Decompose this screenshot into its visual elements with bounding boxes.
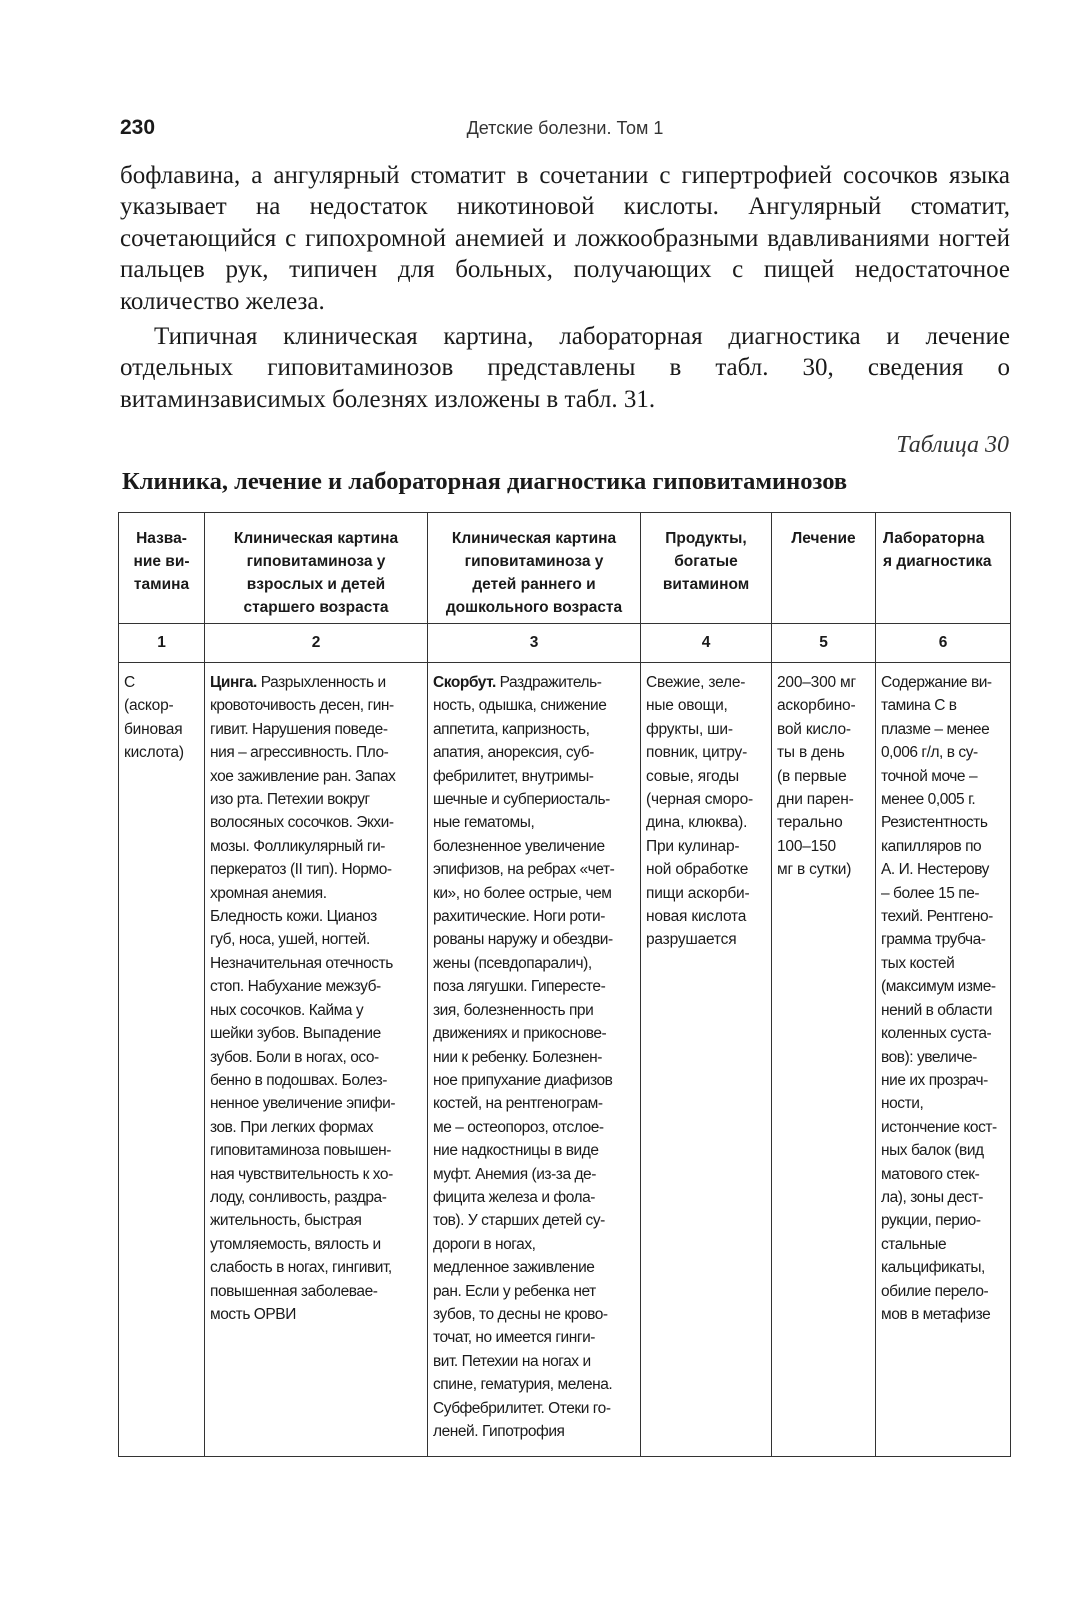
cell-line: повышенная заболевае- [210,1282,378,1300]
cell-line: ние их прозрач- [881,1071,988,1089]
cell-products [641,663,772,1457]
cell-line: кислота) [124,744,184,762]
cell-line: ла), зоны дест- [881,1188,983,1206]
cell-line: Бледность кожи. Цианоз [210,908,377,926]
cell-line: мозы. Фолликулярный ги- [210,837,385,855]
cell-line: Клиническая картина [451,530,617,547]
cell-line: 200–300 мг [777,674,856,691]
cell-line: ности, [881,1095,924,1113]
cell-line: капилляров по [881,837,982,855]
cell-line: поза лягушки. Гипересте- [433,978,606,996]
table-row [119,663,1011,1457]
table-header-row [119,513,1011,624]
cell-line: А. И. Нестерову [881,861,989,879]
cell-line: (черная сморо- [646,791,753,809]
cell-line: гивит. Нарушения поведе- [210,720,388,738]
col-header-adults [205,513,428,624]
cell-line: зубов, то десны не крово- [433,1305,608,1323]
cell-line: перкератоз (II тип). Нормо- [210,861,392,879]
cell-line: биновая [124,720,183,738]
cell-line: новая кислота [646,908,747,926]
col-header-children [428,513,641,624]
cell-line: эпифизов, на ребрах «чет- [433,861,615,879]
column-number: 2 [205,624,428,663]
cell-line: коленных суста- [881,1025,992,1043]
cell-line: витамином [662,576,750,593]
cell-line: кровоточивость десен, гин- [210,697,394,715]
cell-line: Субфебрилитет. Отеки го- [433,1399,611,1417]
cell-line: При кулинар- [646,837,740,855]
cell-line: Лабораторна [883,530,985,547]
cell-line: зубов. Боли в ногах, осо- [210,1048,379,1066]
cell-line: совые, ягоды [646,767,739,785]
cell-line: тов). У старших детей су- [433,1212,605,1230]
cell-line: рахитические. Ноги роти- [433,908,605,926]
cell-line: рукции, перио- [881,1212,981,1230]
cell-line: вой кисло- [777,720,851,738]
cell-line: плазме – менее [881,720,990,738]
cell-line: менее 0,005 г. [881,791,976,809]
cell-line: слабость в ногах, гингивит, [210,1259,392,1277]
cell-line: (в первые [777,767,847,785]
cell-line: грамма трубча- [881,931,986,949]
cell-line: гиповитаминоза у [464,553,604,570]
cell-line: стоп. Набухание межзуб- [210,978,381,996]
cell-lead-term: Скорбут. [433,674,496,691]
cell-line: разрушается [646,931,737,949]
cell-line: ме – остеопороз, отслое- [433,1118,604,1136]
column-number: 4 [641,624,772,663]
cell-line: техий. Рентгено- [881,908,993,926]
cell-line: болезненное увеличение [433,837,605,855]
paragraph-2: Типичная клиническая картина, лабораторная диагностика и лечение отдельных гиповитаминозов представлены в табл. 30, сведения о витаминзависимых болезнях изложены в табл. 31. [120,323,1010,413]
cell-line: дошкольного возраста [445,599,623,616]
cell-line: Назва- [136,530,187,547]
cell-line: тых костей [881,954,955,972]
table-caption: Таблица 30 [896,432,1009,458]
cell-line: волосяных сосочков. Экхи- [210,814,394,832]
cell-line: муфт. Анемия (из-за де- [433,1165,596,1183]
cell-vitamin [119,663,205,1457]
cell-line: Незначительная отечность [210,954,393,972]
cell-line: ные овощи, [646,697,728,715]
cell-line: точной моче – [881,767,978,785]
table-title: Клиника, лечение и лабораторная диагностика гиповитаминозов [122,468,848,495]
cell-lab [876,663,1011,1457]
cell-line: дина, клюква). [646,814,748,832]
cell-line: ран. Если у ребенка нет [433,1282,596,1300]
column-number: 1 [119,624,205,663]
column-number: 3 [428,624,641,663]
cell-line: тамина [133,576,190,593]
cell-line: движениях и прикоснове- [433,1025,607,1043]
cell-line: ных сосочков. Кайма у [210,1001,364,1019]
cell-line: повник, цитру- [646,744,748,762]
col-header-treatment [772,513,876,624]
cell-line: Скорбут. Раздражитель- [433,674,602,691]
cell-line: хое заживление ран. Запах [210,767,396,785]
cell-line: мость ОРВИ [210,1305,296,1323]
cell-line: Резистентность [881,814,988,832]
cell-line: терально [777,814,843,832]
cell-children [428,663,641,1457]
cell-line: фицита железа и фола- [433,1188,596,1206]
cell-line: губ, носа, ушей, ногтей. [210,931,370,949]
cell-line: ки», но более острые, чем [433,884,612,902]
cell-line: стальные [881,1235,947,1253]
cell-line: изо рта. Петехии вокруг [210,791,370,809]
cell-line: медленное заживление [433,1259,595,1277]
cell-line: – более 15 пе- [881,884,980,902]
cell-line: старшего возраста [243,599,389,616]
cell-line: тамина С в [881,697,957,715]
col-header-vitamin [119,513,205,624]
cell-line: дороги в ногах, [433,1235,536,1253]
cell-line: лоду, сонливость, раздра- [210,1188,387,1206]
running-title: Детские болезни. Том 1 [466,118,664,138]
cell-line: Цинга. Разрыхленность и [210,674,386,691]
cell-line: спине, гематурия, мелена. [433,1376,613,1394]
cell-line: апатия, анорексия, суб- [433,744,594,762]
cell-line: ное припухание диафизов [433,1071,613,1089]
cell-line: аскорбино- [777,697,856,715]
body-text [120,160,1010,415]
column-number: 5 [772,624,876,663]
cell-line: ной обработке [646,861,749,879]
cell-adults [205,663,428,1457]
cell-line: (максимум изме- [881,978,996,996]
cell-line: аппетита, капризность, [433,720,590,738]
page-header [120,116,1010,146]
cell-line: ты в день [777,744,845,762]
cell-line: ность, одышка, снижение [433,697,607,715]
cell-treatment [772,663,876,1457]
cell-line: ния – агрессивность. Пло- [210,744,389,762]
cell-line: кальцификаты, [881,1259,985,1277]
vitamin-table [118,512,1011,1457]
cell-line: 100–150 [777,837,836,855]
cell-line: Клиническая картина [233,530,399,547]
cell-line: детей раннего и [472,576,596,593]
cell-line: Содержание ви- [881,674,992,691]
column-number-row [119,624,1011,663]
cell-line: зия, болезненность при [433,1001,594,1019]
cell-line: костей, на рентгенограм- [433,1095,603,1113]
cell-line: ные гематомы, [433,814,535,832]
cell-line: (аскор- [124,697,174,715]
column-number: 6 [876,624,1011,663]
cell-lead-term: Цинга. [210,674,257,691]
cell-line: богатые [674,553,738,570]
cell-line: жительность, быстрая [210,1212,362,1230]
cell-line: нии к ребенку. Болезнен- [433,1048,602,1066]
cell-line: ная чувствительность к хо- [210,1165,393,1183]
cell-line: Свежие, зеле- [646,674,746,691]
col-header-lab [876,513,1011,624]
cell-line: истончение кост- [881,1118,997,1136]
cell-line: матового стек- [881,1165,980,1183]
cell-line: взрослых и детей [246,576,386,593]
cell-line: фебрилитет, внутримы- [433,767,594,785]
cell-line: ных балок (вид [881,1142,984,1160]
cell-line: гиповитаминоза у [246,553,386,570]
cell-line: Лечение [791,530,856,547]
cell-line: рованы наружу и обездви- [433,931,613,949]
cell-line: дни парен- [777,791,854,809]
cell-line: шейки зубов. Выпадение [210,1025,381,1043]
cell-line: утомляемость, вялость и [210,1235,381,1253]
cell-line: Продукты, [665,530,747,547]
cell-line: леней. Гипотрофия [433,1423,565,1440]
cell-line: бенно в подошвах. Болез- [210,1071,387,1089]
cell-line: ние надкостницы в виде [433,1142,599,1160]
cell-line: мг в сутки) [777,861,852,879]
cell-line: нений в области [881,1001,993,1019]
cell-line: гиповитаминоза повышен- [210,1142,391,1160]
cell-line: 0,006 г/л, в су- [881,744,978,762]
cell-line: С [124,674,135,691]
cell-line: ние ви- [133,553,190,570]
cell-line: зов. При легких формах [210,1118,374,1136]
cell-line: шечные и субпериосталь- [433,791,610,809]
col-header-products [641,513,772,624]
cell-line: я диагностика [883,553,992,570]
cell-line: пищи аскорби- [646,884,750,902]
cell-line: хромная анемия. [210,884,327,902]
cell-line: точат, но имеется гинги- [433,1329,596,1347]
cell-line: ненное увеличение эпифи- [210,1095,396,1113]
paragraph-1: бофлавина, а ангулярный стоматит в сочетании с гипертрофией сосочков языка указывает на недостаток никотиновой кислоты. Ангулярный стоматит, сочетающийся с гипохромной анемией и ложкообразными вдавливаниями ногтей пальцев рук, типичен для больных, получающих с пищей недостаточное количество железа. [120,162,1010,315]
cell-line: фрукты, ши- [646,720,733,738]
cell-line: мов в метафизе [881,1305,991,1323]
cell-line: вит. Петехии на ногах и [433,1352,591,1370]
cell-line: вов): увеличе- [881,1048,977,1066]
page-number: 230 [120,116,156,139]
cell-line: обилие перело- [881,1282,989,1300]
cell-line: жены (псевдопаралич), [433,954,592,972]
